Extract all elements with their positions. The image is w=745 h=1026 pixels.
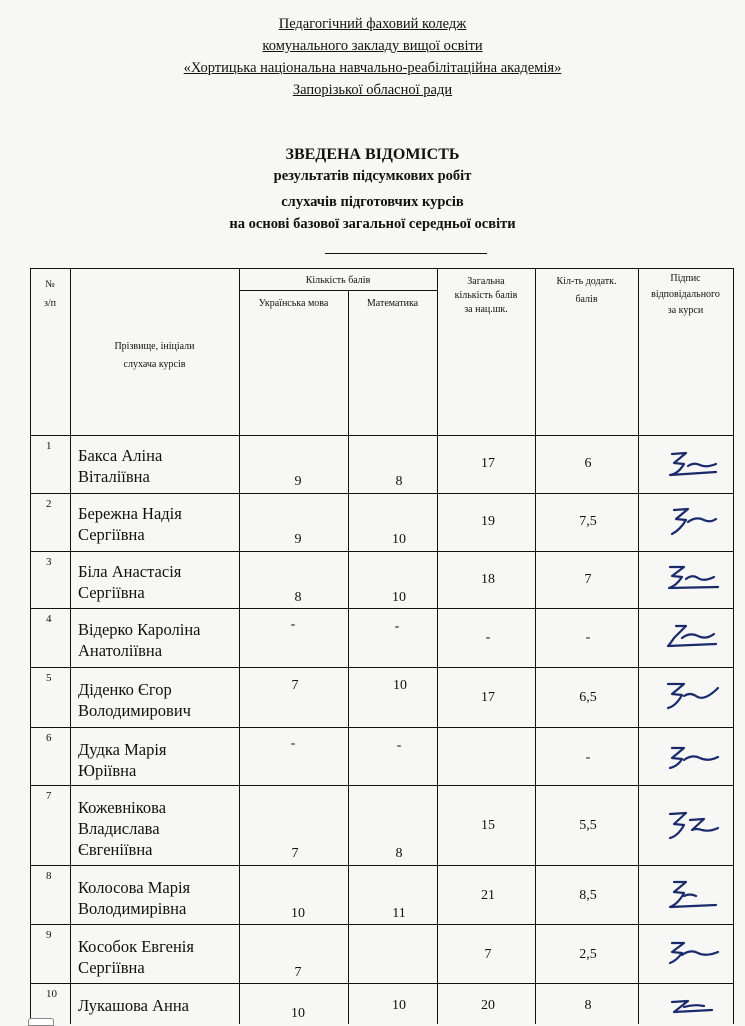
student-name: Дудка Марія Юріївна xyxy=(78,740,167,780)
student-name: Бакса Аліна Віталіївна xyxy=(78,446,163,486)
ukrainian-score: 10 xyxy=(291,1006,305,1021)
institution-line-1: Педагогічний фаховий коледж xyxy=(278,16,467,32)
row-number: 2 xyxy=(46,498,52,510)
header-ukrainian: Українська мова xyxy=(258,298,329,309)
row-number: 5 xyxy=(46,672,52,684)
header-num: № xyxy=(45,279,55,290)
total-score: 18 xyxy=(481,572,495,587)
header-name-1: Прізвище, ініціали xyxy=(114,341,195,352)
header-math: Математика xyxy=(366,298,419,309)
math-score: 10 xyxy=(392,532,406,547)
math-score: 11 xyxy=(392,906,406,921)
student-name: Діденко Єгор Володимирович xyxy=(78,680,191,720)
extra-score: 6,5 xyxy=(579,690,597,705)
institution-line-3: «Хортицька національна навчально-реабілітаційна академія» xyxy=(183,60,562,76)
ukrainian-score: 7 xyxy=(291,846,299,861)
math-score: 8 xyxy=(395,846,403,861)
signature-icon xyxy=(660,740,722,774)
total-score: 19 xyxy=(481,514,495,529)
math-score: - xyxy=(396,738,402,753)
student-name: Колосова Марія Володимирівна xyxy=(78,878,191,918)
math-score: 10 xyxy=(392,998,406,1013)
row-number: 8 xyxy=(46,870,52,882)
document-title: ЗВЕДЕНА ВІДОМІСТЬ xyxy=(285,146,460,163)
signature-icon xyxy=(660,808,722,842)
ukrainian-score: 9 xyxy=(294,474,302,489)
student-name: Бережна Надія Сергіївна xyxy=(78,504,182,544)
ukrainian-score: 8 xyxy=(294,590,302,605)
ukrainian-score: 9 xyxy=(294,532,302,547)
document-subtitle-3: на основі базової загальної середньої освіти xyxy=(229,216,516,232)
total-score: 20 xyxy=(481,998,495,1013)
student-name: Лукашова Анна xyxy=(78,996,189,1015)
row-number: 1 xyxy=(46,440,52,452)
student-name: Відерко Кароліна Анатоліївна xyxy=(78,620,201,660)
row-number: 3 xyxy=(46,556,52,568)
extra-score: 5,5 xyxy=(579,818,597,833)
extra-score: 8,5 xyxy=(579,888,597,903)
extra-score: - xyxy=(585,630,591,645)
signature-icon xyxy=(660,678,722,712)
header-total-2: кількість балів xyxy=(454,290,518,301)
header-scores: Кількість балів xyxy=(305,275,371,286)
total-score: 17 xyxy=(481,456,495,471)
extra-score: - xyxy=(585,750,591,765)
ukrainian-score: - xyxy=(290,736,296,751)
math-score: - xyxy=(394,619,400,634)
header-sign-3: за курси xyxy=(667,305,704,316)
ukrainian-score: 7 xyxy=(294,965,302,980)
page-tab-indicator xyxy=(28,1018,54,1026)
total-score: 21 xyxy=(481,888,495,903)
extra-score: 6 xyxy=(584,456,592,471)
header-extra-1: Кіл-ть додатк. xyxy=(556,276,617,287)
extra-score: 7 xyxy=(584,572,592,587)
document-subtitle-2: слухачів підготовчих курсів xyxy=(281,194,464,210)
signature-icon xyxy=(660,990,722,1024)
student-name: Кожевнікова Владислава Євгеніївна xyxy=(78,798,167,859)
math-score: 10 xyxy=(392,590,406,605)
ukrainian-score: 10 xyxy=(291,906,305,921)
header-sign-2: відповідального xyxy=(651,289,720,300)
header-extra-2: балів xyxy=(575,294,598,305)
total-score: 15 xyxy=(481,818,495,833)
row-number: 4 xyxy=(46,613,52,625)
header-total-3: за нац.шк. xyxy=(464,304,508,315)
header-num-sub: з/п xyxy=(43,298,57,309)
total-score: - xyxy=(485,630,491,645)
extra-score: 7,5 xyxy=(579,514,597,529)
signature-icon xyxy=(660,620,722,654)
header-sign-1: Підпис xyxy=(670,273,701,284)
document-subtitle-1: результатів підсумкових робіт xyxy=(273,168,472,184)
header-total-1: Загальна xyxy=(467,276,505,287)
row-number: 6 xyxy=(46,732,52,744)
institution-line-4: Запорізької обласної ради xyxy=(292,82,453,98)
signature-icon xyxy=(660,504,722,538)
signature-icon xyxy=(660,878,722,912)
title-divider xyxy=(325,253,487,254)
total-score: 17 xyxy=(481,690,495,705)
header-name-2: слухача курсів xyxy=(123,359,186,370)
math-score: 8 xyxy=(395,474,403,489)
signature-icon xyxy=(660,936,722,970)
extra-score: 8 xyxy=(584,998,592,1013)
ukrainian-score: 7 xyxy=(291,678,299,693)
ukrainian-score: - xyxy=(290,617,296,632)
signature-icon xyxy=(660,446,722,480)
math-score: 10 xyxy=(393,678,407,693)
student-name: Біла Анастасія Сергіївна xyxy=(78,562,182,602)
total-score: 7 xyxy=(484,947,492,962)
student-name: Кособок Евгенія Сергіївна xyxy=(78,937,194,977)
row-number: 7 xyxy=(46,790,52,802)
institution-line-2: комунального закладу вищої освіти xyxy=(262,38,483,54)
row-number: 9 xyxy=(46,929,52,941)
extra-score: 2,5 xyxy=(579,947,597,962)
signature-icon xyxy=(660,560,722,594)
row-number: 10 xyxy=(46,988,57,1000)
